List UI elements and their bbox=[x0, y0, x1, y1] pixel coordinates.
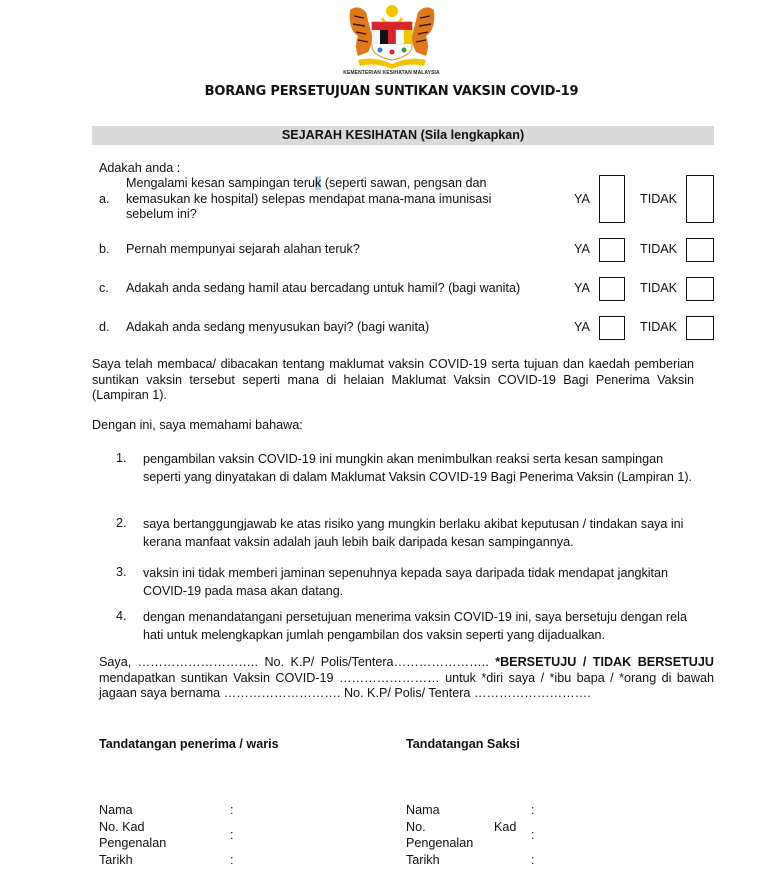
witness-ic-label-line2: Pengenalan bbox=[406, 836, 474, 850]
form-title: BORANG PERSETUJUAN SUNTIKAN VAKSIN COVID-19 bbox=[204, 84, 579, 99]
question-d-text: Adakah anda sedang menyusukan bayi? (bagi wanita) bbox=[126, 320, 430, 334]
consent-name-ic-line: Saya, ……………………….. No. K.P/ Polis/Tentera………………….. bbox=[99, 655, 496, 669]
witness-name-label: Nama bbox=[406, 803, 440, 817]
question-b-yes-checkbox[interactable] bbox=[599, 238, 625, 262]
witness-signature-label: Tandatangan Saksi bbox=[406, 737, 520, 751]
question-a-no-checkbox[interactable] bbox=[686, 175, 714, 223]
understanding-intro: Dengan ini, saya memahami bahawa: bbox=[92, 418, 303, 432]
consent-details: mendapatkan suntikan Vaksin COVID-19 …………………… untuk *diri saya / *ibu bapa / *orang di bawah jagaan saya bernama ………………………. No. K.P/ Polis/ Tentera ………………………. bbox=[99, 670, 714, 700]
recipient-ic-label bbox=[99, 820, 166, 851]
section-header-bar bbox=[92, 126, 714, 145]
witness-name-colon: : bbox=[531, 803, 535, 817]
witness-ic-label-line1a: No. bbox=[406, 820, 426, 834]
recipient-date-colon: : bbox=[230, 853, 234, 867]
question-a-line1-end: (seperti sawan, pengsan dan bbox=[321, 176, 487, 190]
question-c-yes-label: YA bbox=[574, 281, 590, 295]
question-c-yes-checkbox[interactable] bbox=[599, 277, 625, 301]
question-a-letter: a. bbox=[99, 192, 110, 206]
question-a-line1: Mengalami kesan sampingan teru bbox=[126, 176, 316, 190]
point-2-text: saya bertanggungjawab ke atas risiko yang mungkin berlaku akibat keputusan / tindakan saya ini kerana manfaat vaksin adalah jauh lebih baik daripada kesan sampingannya. bbox=[143, 517, 684, 549]
question-c-text: Adakah anda sedang hamil atau bercadang untuk hamil? (bagi wanita) bbox=[126, 281, 521, 295]
question-b-yes-label: YA bbox=[574, 242, 590, 256]
recipient-ic-label-line2: Pengenalan bbox=[99, 835, 167, 850]
question-a-yes-label: YA bbox=[574, 192, 590, 206]
question-d-yes-checkbox[interactable] bbox=[599, 316, 625, 340]
question-a-line3: sebelum ini? bbox=[126, 207, 197, 221]
coat-of-arms-icon bbox=[344, 2, 440, 70]
question-b-no-checkbox[interactable] bbox=[686, 238, 714, 262]
question-a-line2: kemasukan ke hospital) selepas mendapat mana-mana imunisasi bbox=[126, 191, 492, 206]
question-a-no-label: TIDAK bbox=[640, 192, 678, 206]
recipient-date-label: Tarikh bbox=[99, 853, 133, 867]
point-4-text: dengan menandatangani persetujuan menerima vaksin COVID-19 ini, saya bersetuju dengan rela hati untuk melengkapkan jumlah pengambilan dos vaksin seperti yang dijadualkan. bbox=[143, 610, 687, 642]
question-c-no-label: TIDAK bbox=[640, 281, 678, 295]
recipient-name-label: Nama bbox=[99, 803, 133, 817]
statement-paragraph: Saya telah membaca/ dibacakan tentang maklumat vaksin COVID-19 serta tujuan dan kaedah pemberian suntikan vaksin tersebut seperti mana di helaian Maklumat Vaksin COVID-19 Bagi Penerima Vaksin (Lampiran 1). bbox=[92, 357, 694, 402]
ministry-name: KEMENTERIAN KESIHATAN MALAYSIA bbox=[343, 70, 440, 76]
consent-agree-option: *BERSETUJU / TIDAK BERSETUJU bbox=[495, 655, 714, 669]
witness-date-label: Tarikh bbox=[406, 853, 440, 867]
selected-text-highlight: k bbox=[315, 176, 322, 190]
point-3-text: vaksin ini tidak memberi jaminan sepenuhnya kepada saya daripada tidak mendapat jangkitan COVID-19 pada masa akan datang. bbox=[143, 566, 669, 598]
recipient-ic-colon: : bbox=[230, 828, 234, 842]
witness-ic-colon: : bbox=[531, 828, 535, 842]
question-a-text bbox=[126, 176, 491, 223]
point-3-number: 3. bbox=[116, 565, 127, 579]
witness-ic-label-line1b: Kad bbox=[494, 820, 517, 834]
question-b-letter: b. bbox=[99, 242, 110, 256]
consent-declaration bbox=[99, 655, 714, 702]
question-d-yes-label: YA bbox=[574, 320, 590, 334]
witness-date-colon: : bbox=[531, 853, 535, 867]
point-1-number: 1. bbox=[116, 451, 127, 465]
point-4-number: 4. bbox=[116, 609, 127, 623]
question-d-letter: d. bbox=[99, 320, 110, 334]
question-b-text: Pernah mempunyai sejarah alahan teruk? bbox=[126, 242, 360, 256]
malaysia-coat-of-arms-logo bbox=[344, 2, 440, 70]
questions-intro: Adakah anda : bbox=[99, 161, 181, 175]
recipient-ic-label-line1: No. Kad bbox=[99, 820, 145, 834]
recipient-name-colon: : bbox=[230, 803, 234, 817]
recipient-signature-label: Tandatangan penerima / waris bbox=[99, 737, 279, 751]
question-c-no-checkbox[interactable] bbox=[686, 277, 714, 301]
question-c-letter: c. bbox=[99, 281, 109, 295]
section-title: SEJARAH KESIHATAN (Sila lengkapkan) bbox=[281, 128, 525, 142]
point-1-text: pengambilan vaksin COVID-19 ini mungkin akan menimbulkan reaksi serta kesan sampingan seperti yang dinyatakan di dalam Maklumat Vaksin COVID-19 Bagi Penerima Vaksin (Lampiran 1). bbox=[143, 452, 693, 484]
point-2-number: 2. bbox=[116, 516, 127, 530]
question-d-no-label: TIDAK bbox=[640, 320, 678, 334]
question-b-no-label: TIDAK bbox=[640, 242, 678, 256]
question-d-no-checkbox[interactable] bbox=[686, 316, 714, 340]
question-a-yes-checkbox[interactable] bbox=[599, 175, 625, 223]
